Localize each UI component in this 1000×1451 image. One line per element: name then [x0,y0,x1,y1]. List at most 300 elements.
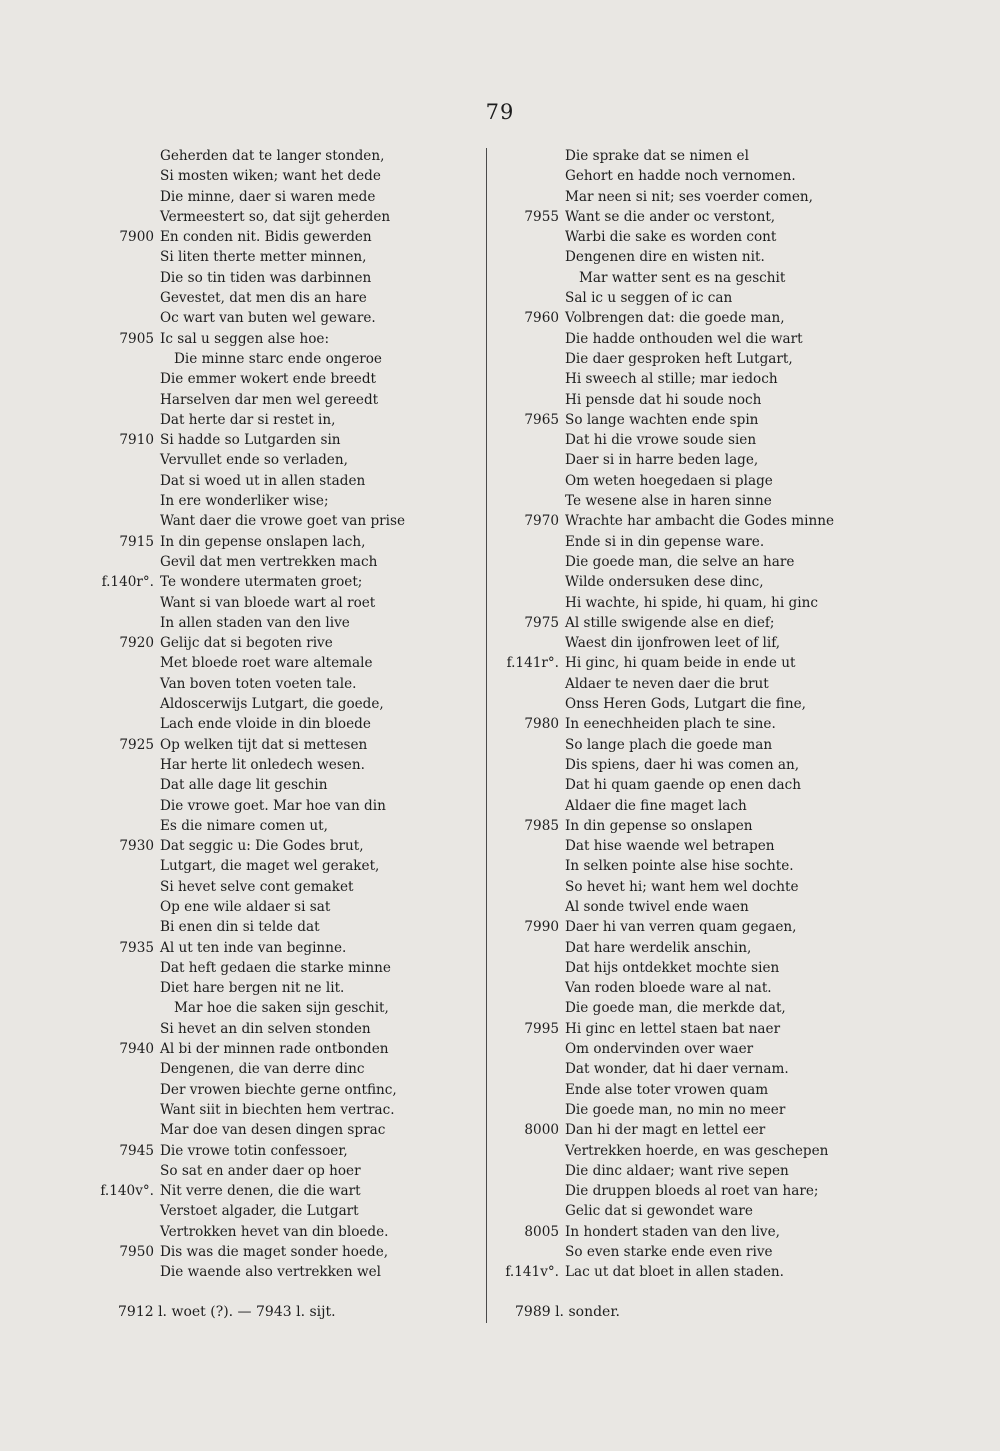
line-number [90,308,160,328]
verse-line [90,1242,485,1262]
line-number: f.141r°. [506,655,559,672]
line-number [495,450,565,470]
verse-line [90,532,485,552]
verse-line [495,775,890,795]
line-number [90,998,160,1018]
verse-line [90,1120,485,1140]
verse-text: Dat hise waende wel betrapen [565,838,775,855]
verse-text: Lutgart, die maget wel geraket, [160,858,380,875]
line-number [90,978,160,998]
verse-text: Sal ic u seggen of ic can [565,290,733,307]
line-number [90,593,160,613]
verse-text: Op welken tijt dat si mettesen [160,736,368,753]
verse-text: Mar hoe die saken sijn geschit, [174,1000,389,1017]
verse-line [90,978,485,998]
line-number [90,816,160,836]
line-number [90,653,160,673]
line-number: 7965 [524,411,559,428]
line-number [90,207,160,227]
line-number [90,410,160,430]
verse-text: En conden nit. Bidis gewerden [160,229,372,246]
verse-line [90,288,485,308]
verse-line [90,735,485,755]
line-number [495,978,565,998]
verse-text: Te wesene alse in haren sinne [565,493,772,510]
verse-line [495,1141,890,1161]
line-number [90,1222,160,1242]
verse-line [90,633,485,653]
line-number [495,1100,565,1120]
verse-line [90,998,485,1018]
line-number [495,735,565,755]
verse-text: Vermeestert so, dat sijt geherden [160,208,391,225]
verse-line [495,694,890,714]
verse-text: Si hevet an din selven stonden [160,1020,371,1037]
line-number [495,247,565,267]
line-number [495,349,565,369]
verse-line [90,1222,485,1242]
verse-line [90,1039,485,1059]
verse-text: Die waende also vertrekken wel [160,1264,382,1281]
verse-text: Die druppen bloeds al roet van hare; [565,1183,819,1200]
verse-text: In selken pointe alse hise sochte. [565,858,794,875]
verse-text: Al stille swigende alse en dief; [565,614,775,631]
verse-text: Van boven toten voeten tale. [160,675,357,692]
verse-line [90,836,485,856]
verse-line [495,288,890,308]
verse-line [495,1059,890,1079]
line-number [90,390,160,410]
verse-text: Want siit in biechten hem vertrac. [160,1101,395,1118]
line-number [495,694,565,714]
line-number [90,552,160,572]
line-number: 7920 [119,635,154,652]
line-number: 8000 [524,1122,559,1139]
verse-line [495,308,890,328]
verse-line [90,796,485,816]
verse-line [90,1161,485,1181]
line-number [90,1161,160,1181]
verse-text: Want si van bloede wart al roet [160,594,376,611]
verse-text: Ende si in din gepense ware. [565,533,765,550]
verse-line [90,247,485,267]
verse-text: Verstoet algader, die Lutgart [160,1203,359,1220]
verse-text: Die goede man, die merkde dat, [565,1000,786,1017]
verse-text: Mar doe van desen dingen sprac [160,1122,386,1139]
line-number [495,633,565,653]
left-verse-column [90,146,485,1283]
verse-line [495,796,890,816]
line-number [495,856,565,876]
line-number [495,674,565,694]
verse-line [495,674,890,694]
verse-line [495,247,890,267]
verse-text: Aldaer die fine maget lach [565,797,747,814]
line-number [90,917,160,937]
verse-line [495,1080,890,1100]
verse-line [495,1181,890,1201]
line-number: f.141v°. [505,1264,559,1281]
verse-text: Vertrokken hevet van din bloede. [160,1223,389,1240]
line-number [90,450,160,470]
line-number: 7975 [524,614,559,631]
verse-text: Dat hijs ontdekket mochte sien [565,959,780,976]
line-number [495,1201,565,1221]
verse-text: Die minne, daer si waren mede [160,188,376,205]
verse-text: Hi pensde dat hi soude noch [565,391,762,408]
verse-text: Har herte lit onledech wesen. [160,756,365,773]
line-number [90,1201,160,1221]
verse-text: Der vrowen biechte gerne ontfinc, [160,1081,397,1098]
line-number [90,288,160,308]
verse-line [495,1242,890,1262]
line-number: 7925 [119,736,154,753]
line-number [90,491,160,511]
line-number [495,1039,565,1059]
verse-text: Dat hi quam gaende op enen dach [565,777,801,794]
verse-text: Dat heft gedaen die starke minne [160,959,391,976]
line-number [90,613,160,633]
verse-line [90,207,485,227]
verse-line [495,1161,890,1181]
verse-text: Al bi der minnen rade ontbonden [160,1041,389,1058]
verse-text: Dis was die maget sonder hoede, [160,1244,389,1261]
line-number [495,369,565,389]
verse-text: Si hevet selve cont gemaket [160,878,354,895]
column-divider [486,148,487,1323]
verse-text: In hondert staden van den live, [565,1223,780,1240]
verse-line [90,1100,485,1120]
verse-text: Ic sal u seggen alse hoe: [160,330,330,347]
line-number [90,1120,160,1140]
verse-line [90,552,485,572]
verse-line [495,166,890,186]
line-number [90,146,160,166]
verse-line [495,593,890,613]
line-number [90,369,160,389]
verse-text: So lange wachten ende spin [565,411,759,428]
verse-text: Die goede man, no min no meer [565,1101,786,1118]
line-number: 7985 [524,817,559,834]
verse-text: Om ondervinden over waer [565,1041,754,1058]
verse-text: Hi sweech al stille; mar iedoch [565,371,778,388]
line-number [495,430,565,450]
footnote-right: 7989 l. sonder. [515,1304,620,1320]
verse-line [495,1019,890,1039]
verse-text: Die vrowe goet. Mar hoe van din [160,797,386,814]
verse-text: Die sprake dat se nimen el [565,148,749,164]
verse-line [495,755,890,775]
line-number [495,572,565,592]
verse-text: Gehort en hadde noch vernomen. [565,168,796,185]
verse-text: Dat alle dage lit geschin [160,777,328,794]
line-number: 7940 [119,1041,154,1058]
line-number [90,674,160,694]
verse-text: Gevestet, dat men dis an hare [160,290,367,307]
line-number [495,1141,565,1161]
verse-text: Die goede man, die selve an hare [565,553,795,570]
verse-line [90,775,485,795]
verse-line [90,390,485,410]
verse-text: Want daer die vrowe goet van prise [160,513,406,530]
verse-line [90,816,485,836]
verse-line [495,958,890,978]
verse-text: Harselven dar men wel gereedt [160,391,379,408]
verse-line [495,430,890,450]
line-number: f.140r°. [101,574,154,591]
verse-line [495,897,890,917]
line-number [90,511,160,531]
line-number [495,897,565,917]
verse-line [90,227,485,247]
verse-line [495,349,890,369]
verse-text: Dengenen, die van derre dinc [160,1061,365,1078]
line-number: 7905 [119,330,154,347]
verse-line [495,369,890,389]
verse-line [90,369,485,389]
line-number: 7950 [119,1244,154,1261]
verse-line [90,1181,485,1201]
verse-text: Die hadde onthouden wel die wart [565,330,803,347]
line-number [495,1181,565,1201]
line-number [90,1262,160,1282]
verse-text: Met bloede roet ware altemale [160,655,373,672]
verse-line [495,1039,890,1059]
line-number [495,836,565,856]
verse-text: Die minne starc ende ongeroe [174,350,382,367]
verse-line [90,450,485,470]
line-number [495,552,565,572]
verse-text: Dat seggic u: Die Godes brut, [160,838,364,855]
line-number [90,268,160,288]
verse-line [495,227,890,247]
verse-text: Van roden bloede ware al nat. [565,980,772,997]
verse-text: Aldaer te neven daer die brut [565,675,769,692]
verse-text: Geherden dat te langer stonden, [160,148,385,164]
verse-text: Al sonde twivel ende waen [565,898,749,915]
verse-line [90,694,485,714]
verse-line [495,268,890,288]
verse-line [495,978,890,998]
verse-line [495,450,890,470]
verse-text: Te wondere utermaten groet; [160,574,363,591]
line-number: 7900 [119,229,154,246]
verse-line [90,1080,485,1100]
verse-line [90,410,485,430]
verse-text: Dengenen dire en wisten nit. [565,249,765,266]
verse-text: Gevil dat men vertrekken mach [160,553,378,570]
line-number [495,1161,565,1181]
verse-text: Dat hare werdelik anschin, [565,939,752,956]
verse-text: Dat herte dar si restet in, [160,411,336,428]
line-number [90,958,160,978]
verse-line [495,877,890,897]
verse-line [495,653,890,673]
line-number [495,593,565,613]
line-number: 7970 [524,513,559,530]
line-number [90,471,160,491]
right-verse-column [495,146,890,1283]
verse-line [495,1100,890,1120]
verse-line [495,938,890,958]
verse-text: Es die nimare comen ut, [160,817,328,834]
line-number: 7945 [119,1142,154,1159]
verse-text: In allen staden van den live [160,614,350,631]
verse-line [90,1141,485,1161]
verse-line [90,430,485,450]
verse-text: In din gepense so onslapen [565,817,753,834]
verse-text: Gelic dat si gewondet ware [565,1203,753,1220]
verse-text: Want se die ander oc verstont, [565,208,776,225]
verse-text: Wrachte har ambacht die Godes minne [565,513,835,530]
verse-text: Dan hi der magt en lettel eer [565,1122,766,1139]
line-number [495,166,565,186]
line-number: 7990 [524,919,559,936]
verse-line [90,1201,485,1221]
verse-text: Op ene wile aldaer si sat [160,898,331,915]
verse-text: Waest din ijonfrowen leet of lif, [565,635,781,652]
verse-text: Volbrengen dat: die goede man, [565,310,785,327]
line-number: 7935 [119,939,154,956]
page-number: 79 [485,100,515,124]
verse-text: In ere wonderliker wise; [160,493,329,510]
verse-text: Oc wart van buten wel geware. [160,310,376,327]
verse-line [495,735,890,755]
verse-line [90,856,485,876]
verse-text: Daer hi van verren quam gegaen, [565,919,797,936]
verse-text: Nit verre denen, die die wart [160,1183,361,1200]
verse-text: In din gepense onslapen lach, [160,533,366,550]
verse-line [495,998,890,1018]
verse-line [90,166,485,186]
verse-line [90,349,485,369]
line-number: f.140v°. [100,1183,154,1200]
verse-text: Bi enen din si telde dat [160,919,320,936]
verse-line [495,633,890,653]
line-number: 7915 [119,533,154,550]
line-number [495,268,565,288]
line-number [495,958,565,978]
line-number [90,856,160,876]
verse-line [90,714,485,734]
verse-text: Die vrowe totin confessoer, [160,1142,348,1159]
verse-text: Mar watter sent es na geschit [579,269,786,286]
verse-line [495,511,890,531]
verse-line [90,1262,485,1282]
verse-line [90,958,485,978]
verse-text: Dat hi die vrowe soude sien [565,432,757,449]
line-number [495,1080,565,1100]
verse-text: Die daer gesproken heft Lutgart, [565,350,793,367]
line-number [495,146,565,166]
verse-line [90,917,485,937]
line-number [495,938,565,958]
verse-text: So even starke ende even rive [565,1244,773,1261]
verse-line [90,593,485,613]
verse-line [90,572,485,592]
verse-text: Hi ginc, hi quam beide in ende ut [565,655,796,672]
verse-line [495,836,890,856]
verse-text: Hi ginc en lettel staen bat naer [565,1020,781,1037]
verse-line [90,491,485,511]
line-number: 8005 [524,1223,559,1240]
line-number [495,755,565,775]
verse-line [495,491,890,511]
verse-line [90,187,485,207]
verse-text: Die dinc aldaer; want rive sepen [565,1162,789,1179]
line-number [90,1019,160,1039]
line-number [90,877,160,897]
verse-line [90,329,485,349]
line-number [495,877,565,897]
verse-text: Ende alse toter vrowen quam [565,1081,769,1098]
verse-line [495,1201,890,1221]
line-number [90,796,160,816]
line-number [90,755,160,775]
line-number [495,1242,565,1262]
line-number [90,247,160,267]
verse-text: Lac ut dat bloet in allen staden. [565,1264,784,1281]
verse-line [495,572,890,592]
line-number [90,775,160,795]
line-number [495,288,565,308]
verse-line [495,714,890,734]
verse-text: Warbi die sake es worden cont [565,229,777,246]
line-number [495,1059,565,1079]
line-number [495,329,565,349]
line-number [90,694,160,714]
verse-text: Dat wonder, dat hi daer vernam. [565,1061,789,1078]
verse-text: Die emmer wokert ende breedt [160,371,377,388]
verse-text: So sat en ander daer op hoer [160,1162,361,1179]
verse-line [495,552,890,572]
line-number [90,714,160,734]
verse-text: Vervullet ende so verladen, [160,452,348,469]
verse-text: In eenechheiden plach te sine. [565,716,776,733]
verse-line [90,1019,485,1039]
line-number: 7995 [524,1020,559,1037]
line-number [495,532,565,552]
verse-text: Vertrekken hoerde, en was geschepen [565,1142,829,1159]
verse-line [495,329,890,349]
verse-line [90,653,485,673]
verse-line [495,390,890,410]
verse-line [495,1262,890,1282]
verse-text: Si liten therte metter minnen, [160,249,367,266]
verse-line [495,1222,890,1242]
verse-line [90,308,485,328]
line-number [90,1100,160,1120]
line-number: 7930 [119,838,154,855]
line-number [495,998,565,1018]
verse-text: Wilde ondersuken dese dinc, [565,574,764,591]
verse-line [90,613,485,633]
line-number [90,1080,160,1100]
line-number [90,187,160,207]
verse-line [90,471,485,491]
line-number: 7960 [524,310,559,327]
verse-line [90,877,485,897]
line-number [495,471,565,491]
line-number: 7955 [524,208,559,225]
verse-text: Om weten hoegedaen si plage [565,472,773,489]
verse-text: Si mosten wiken; want het dede [160,168,381,185]
verse-line [495,613,890,633]
verse-line [495,410,890,430]
line-number [495,775,565,795]
verse-text: Onss Heren Gods, Lutgart die fine, [565,696,806,713]
verse-text: Al ut ten inde van beginne. [160,939,347,956]
